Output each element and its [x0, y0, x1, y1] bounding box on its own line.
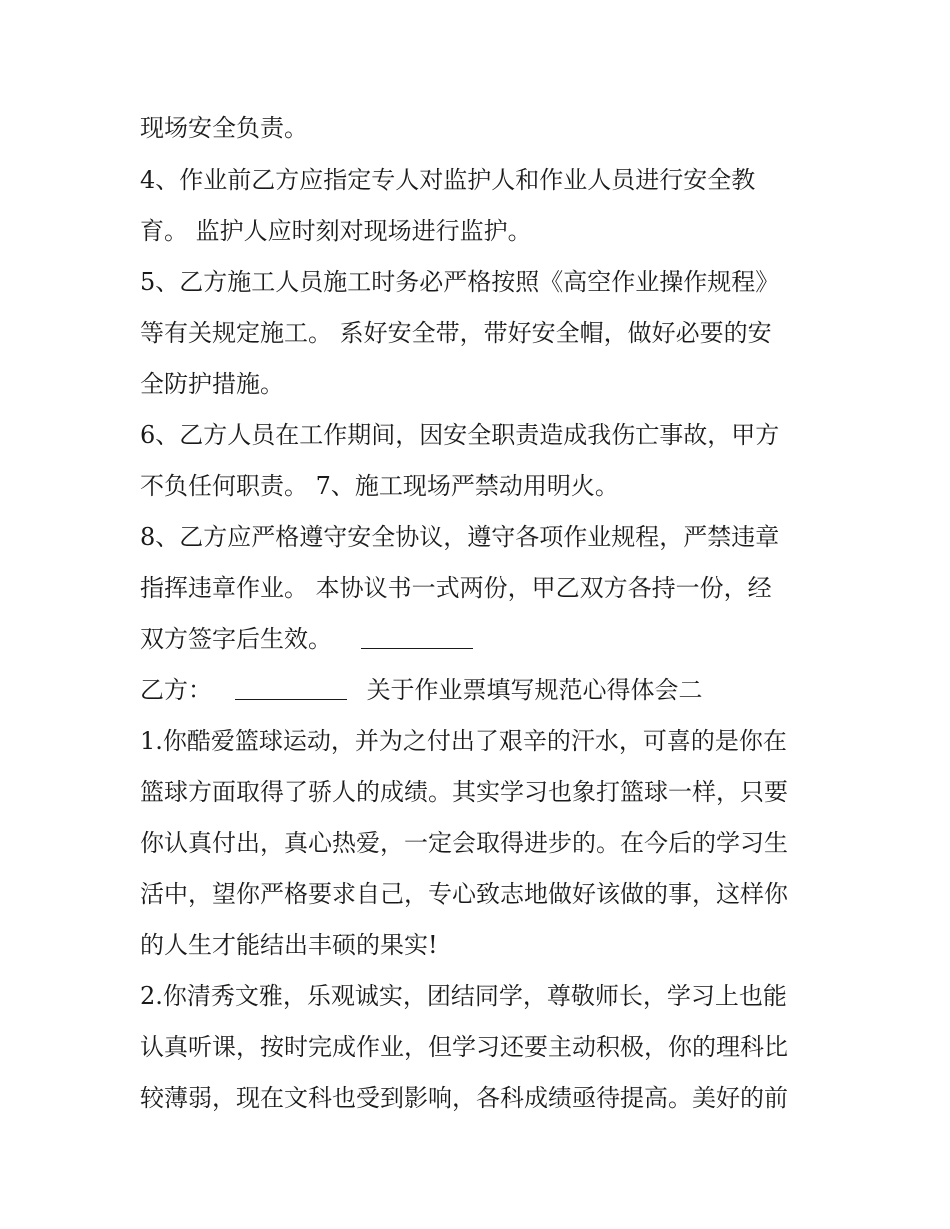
- text-line: 指挥违章作业。 本协议书一式两份，甲乙双方各持一份，经: [140, 574, 772, 602]
- text-line: 4、作业前乙方应指定专人对监护人和作业人员进行安全教: [140, 166, 756, 194]
- party-b-label: 乙方：: [140, 676, 212, 704]
- signature-blank: [361, 624, 473, 649]
- text-segment: 双方签字后生效。: [140, 625, 332, 653]
- text-line: 5、乙方施工人员施工时务必严格按照《高空作业操作规程》: [140, 268, 780, 296]
- text-line-party-b: [140, 670, 703, 710]
- section-heading: 关于作业票填写规范心得体会二: [366, 676, 703, 704]
- text-line: 2.你清秀文雅，乐观诚实，团结同学，尊敬师长，学习上也能: [140, 982, 787, 1010]
- text-line: 1.你酷爱篮球运动，并为之付出了艰辛的汗水，可喜的是你在: [140, 727, 787, 755]
- text-line: 你认真付出，真心热爱，一定会取得进步的。在今后的学习生: [140, 829, 788, 857]
- text-line: 8、乙方应严格遵守安全协议，遵守各项作业规程，严禁违章: [140, 523, 780, 551]
- text-line: 全防护措施。: [140, 370, 284, 398]
- text-line: 认真听课，按时完成作业，但学习还要主动积极，你的理科比: [140, 1033, 788, 1061]
- text-line: 篮球方面取得了骄人的成绩。其实学习也象打篮球一样，只要: [140, 778, 788, 806]
- party-b-blank: [235, 675, 347, 700]
- text-line: 不负任何职责。 7、施工现场严禁动用明火。: [140, 472, 619, 500]
- text-line: 等有关规定施工。 系好安全带，带好安全帽，做好必要的安: [140, 319, 772, 347]
- text-line-signature: [140, 619, 473, 659]
- text-line: 的人生才能结出丰硕的果实!: [140, 931, 438, 959]
- text-line: 较薄弱，现在文科也受到影响，各科成绩亟待提高。美好的前: [140, 1084, 788, 1112]
- text-line: 现场安全负责。: [140, 114, 308, 142]
- text-line: 活中，望你严格要求自己，专心致志地做好该做的事，这样你: [140, 880, 788, 908]
- text-line: 6、乙方人员在工作期间，因安全职责造成我伤亡事故，甲方: [140, 421, 780, 449]
- text-line: 育。 监护人应时刻对现场进行监护。: [140, 217, 532, 245]
